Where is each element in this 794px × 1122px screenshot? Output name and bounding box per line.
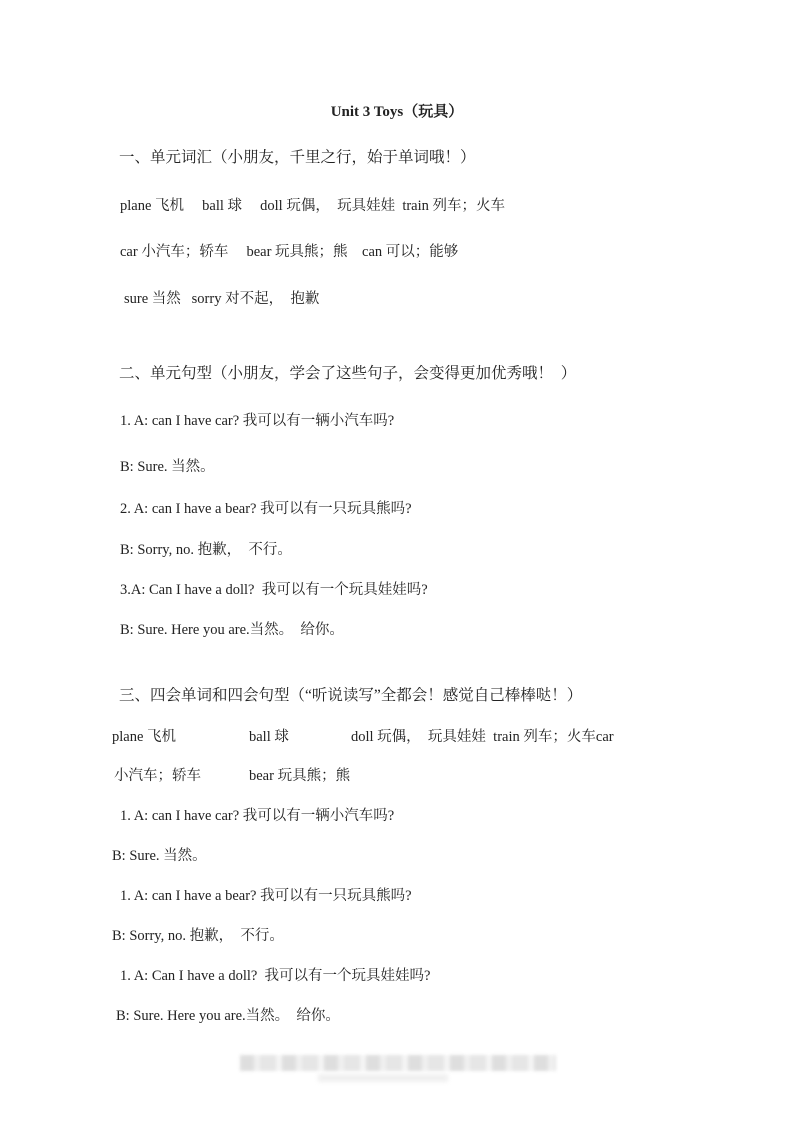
section-3-heading: 三、四会单词和四会句型（“听说读写”全都会！感觉自己棒棒哒！）	[119, 687, 583, 704]
sentence-line: 1. A: can I have car? 我可以有一辆小汽车吗?	[120, 808, 395, 824]
section-2-heading: 二、单元句型（小朋友，学会了这些句子，会变得更加优秀哦！ ）	[119, 365, 577, 382]
section-1-heading: 一、单元词汇（小朋友，千里之行，始于单词哦！）	[119, 149, 476, 166]
sentence-line: B: Sure. 当然。	[112, 848, 207, 864]
sentence-line: 2. A: can I have a bear? 我可以有一只玩具熊吗?	[120, 501, 412, 517]
word-item: doll 玩偶， 玩具娃娃 train 列车；火车car	[351, 729, 614, 745]
sentence-line: 1. A: can I have car? 我可以有一辆小汽车吗?	[120, 413, 395, 429]
sentence-line: 1. A: Can I have a doll? 我可以有一个玩具娃娃吗?	[120, 968, 431, 984]
sentence-line: B: Sure. 当然。	[120, 459, 215, 475]
sentence-line: B: Sure. Here you are.当然。 给你。	[116, 1008, 340, 1024]
sentence-line: B: Sure. Here you are.当然。 给你。	[120, 622, 344, 638]
blurred-footer-watermark	[240, 1055, 556, 1071]
vocab-line-3: sure 当然 sorry 对不起， 抱歉	[124, 291, 320, 307]
sentence-line: B: Sorry, no. 抱歉， 不行。	[120, 542, 292, 558]
sentence-line: 1. A: can I have a bear? 我可以有一只玩具熊吗?	[120, 888, 412, 904]
sentence-line: 3.A: Can I have a doll? 我可以有一个玩具娃娃吗?	[120, 582, 428, 598]
vocab-line-2: car 小汽车；轿车 bear 玩具熊；熊 can 可以；能够	[120, 244, 459, 260]
sentence-line: B: Sorry, no. 抱歉， 不行。	[112, 928, 284, 944]
word-item: ball 球	[249, 729, 289, 745]
word-item: 小汽车；轿车	[114, 768, 201, 784]
word-item: plane 飞机	[112, 729, 177, 745]
word-item: bear 玩具熊；熊	[249, 768, 351, 784]
blurred-footer-watermark-2	[318, 1074, 448, 1082]
document-title: Unit 3 Toys（玩具）	[330, 104, 464, 120]
vocab-line-1: plane 飞机 ball 球 doll 玩偶， 玩具娃娃 train 列车；火车	[120, 198, 506, 214]
